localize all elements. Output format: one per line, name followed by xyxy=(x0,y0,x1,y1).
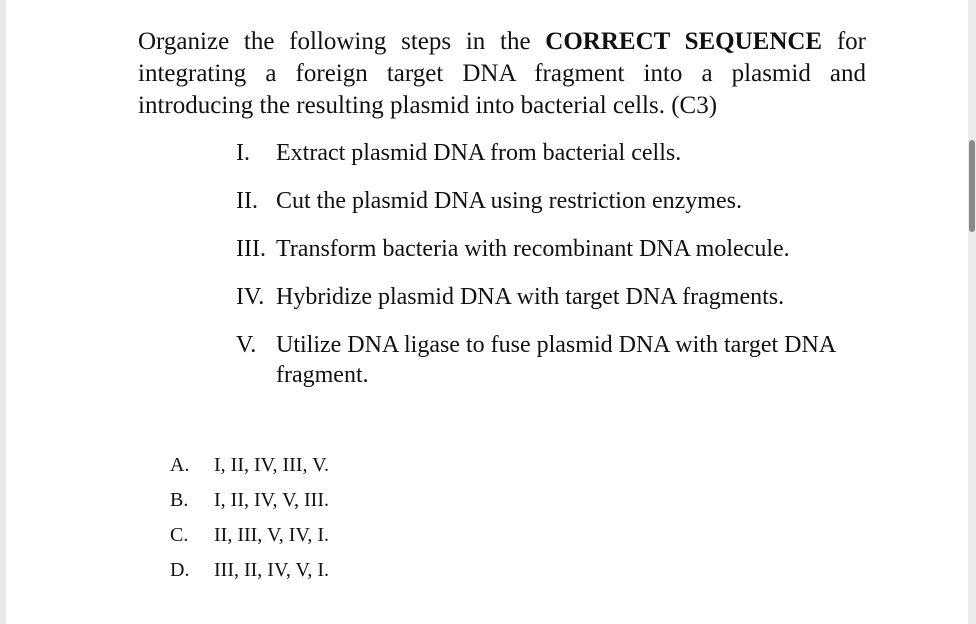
scrollbar-thumb[interactable] xyxy=(969,140,975,232)
answer-options xyxy=(170,452,329,592)
option-text: I, II, IV, V, III. xyxy=(214,489,329,511)
option-letter: A. xyxy=(170,454,190,476)
option-text: II, III, V, IV, I. xyxy=(214,524,329,546)
step-number: II. xyxy=(236,188,258,214)
question-text-after: for integrating a foreign target DNA fragment into a plasmid and introducing the resulting plasmid into bacterial cells. (C3) xyxy=(138,28,866,119)
option-text: I, II, IV, III, V. xyxy=(214,454,329,476)
step-text: Transform bacteria with recombinant DNA molecule. xyxy=(276,236,790,262)
option-letter: B. xyxy=(170,489,189,511)
left-page-edge xyxy=(0,0,6,624)
scrollbar-track[interactable] xyxy=(968,0,976,624)
option-letter: D. xyxy=(170,559,190,581)
step-text: Utilize DNA ligase to fuse plasmid DNA with target DNA fragment. xyxy=(276,332,835,388)
answer-option-a[interactable] xyxy=(170,452,329,478)
answer-option-d[interactable] xyxy=(170,557,329,583)
answer-option-b[interactable] xyxy=(170,487,329,513)
step-number: I. xyxy=(236,140,250,166)
option-text: III, II, IV, V, I. xyxy=(214,559,329,581)
question-text xyxy=(138,26,866,122)
step-item xyxy=(236,282,876,312)
step-text: Extract plasmid DNA from bacterial cells. xyxy=(276,140,682,166)
step-item xyxy=(236,330,876,390)
step-item xyxy=(236,186,876,216)
step-number: V. xyxy=(236,332,257,358)
step-text: Hybridize plasmid DNA with target DNA fragments. xyxy=(276,284,785,310)
question-text-before: Organize the following steps in the xyxy=(138,28,546,55)
question-emphasis: CORRECT SEQUENCE xyxy=(545,28,823,55)
step-number: III. xyxy=(236,236,266,262)
step-number: IV. xyxy=(236,284,265,310)
steps-list xyxy=(236,138,876,408)
answer-option-c[interactable] xyxy=(170,522,329,548)
option-letter: C. xyxy=(170,524,189,546)
step-text: Cut the plasmid DNA using restriction enzymes. xyxy=(276,188,742,214)
step-item xyxy=(236,234,876,264)
step-item xyxy=(236,138,876,168)
